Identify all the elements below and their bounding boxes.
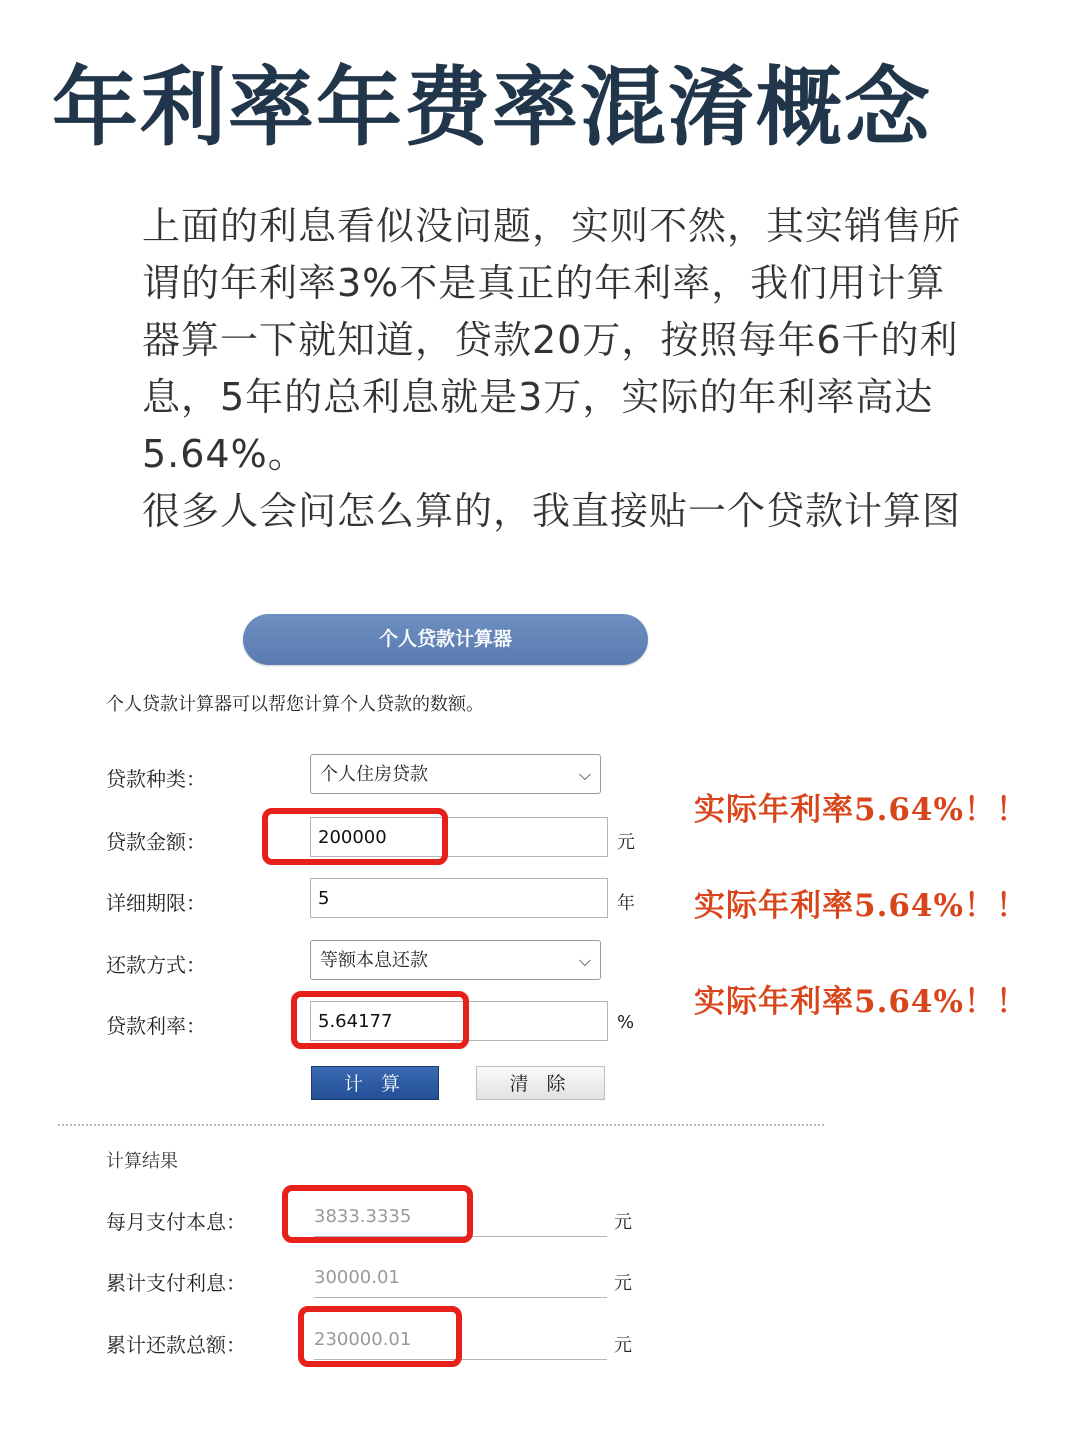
calculator-description: 个人贷款计算器可以帮您计算个人贷款的数额。 <box>106 694 484 715</box>
monthly-value: 3833.3335 <box>314 1197 607 1237</box>
rate-annotation: 实际年利率5.64%！！ <box>694 984 1028 1020</box>
term-unit: 年 <box>617 893 635 914</box>
calculate-button[interactable]: 计 算 <box>311 1066 439 1100</box>
monthly-unit: 元 <box>614 1212 632 1233</box>
loan-type-value: 个人住房贷款 <box>320 764 428 785</box>
monthly-row <box>0 1197 1080 1241</box>
total-repayment-unit: 元 <box>614 1335 632 1356</box>
intro-paragraph: 上面的利息看似没问题，实则不然，其实销售所谓的年利率3%不是真正的年利率，我们用计算器算一下就知道，贷款20万，按照每年6千的利息，5年的总利息就是3万，实际的年利率高达5.64%。 <box>142 204 962 476</box>
intro-text <box>142 198 962 540</box>
calculator-header: 个人贷款计算器 <box>243 614 648 665</box>
total-repayment-value: 230000.01 <box>314 1320 607 1360</box>
rate-unit: % <box>617 1012 635 1033</box>
highlight-box <box>291 991 469 1049</box>
chevron-down-icon: ⌵ <box>578 765 591 784</box>
total-repayment-row <box>0 1320 1080 1364</box>
clear-button[interactable]: 清 除 <box>476 1066 605 1100</box>
result-title: 计算结果 <box>106 1151 178 1172</box>
total-interest-unit: 元 <box>614 1273 632 1294</box>
loan-amount-label: 贷款金额： <box>106 830 206 854</box>
total-repayment-label: 累计还款总额： <box>106 1333 246 1357</box>
intro-paragraph: 很多人会问怎么算的，我直接贴一个贷款计算图 <box>142 489 962 533</box>
repayment-label: 还款方式： <box>106 953 206 977</box>
total-interest-value: 30000.01 <box>314 1258 607 1298</box>
page-title: 年利率年费率混淆概念 <box>52 57 932 158</box>
divider <box>58 1124 824 1126</box>
highlight-box <box>298 1306 462 1367</box>
loan-type-select[interactable] <box>310 754 601 794</box>
term-input[interactable]: 5 <box>310 878 608 918</box>
rate-label: 贷款利率： <box>106 1014 206 1038</box>
loan-amount-input[interactable]: 200000 <box>310 817 608 857</box>
highlight-box <box>262 808 448 865</box>
total-interest-row <box>0 1258 1080 1302</box>
total-interest-label: 累计支付利息： <box>106 1271 246 1295</box>
repayment-value: 等额本息还款 <box>320 950 428 971</box>
rate-input[interactable]: 5.64177 <box>310 1001 608 1041</box>
repayment-select[interactable] <box>310 940 601 980</box>
term-label: 详细期限： <box>106 891 206 915</box>
chevron-down-icon: ⌵ <box>578 951 591 970</box>
rate-annotation: 实际年利率5.64%！！ <box>694 888 1028 924</box>
highlight-box <box>282 1185 473 1243</box>
loan-amount-unit: 元 <box>617 832 635 853</box>
rate-annotation: 实际年利率5.64%！！ <box>694 792 1028 828</box>
monthly-label: 每月支付本息： <box>106 1210 246 1234</box>
loan-type-label: 贷款种类： <box>106 767 206 791</box>
